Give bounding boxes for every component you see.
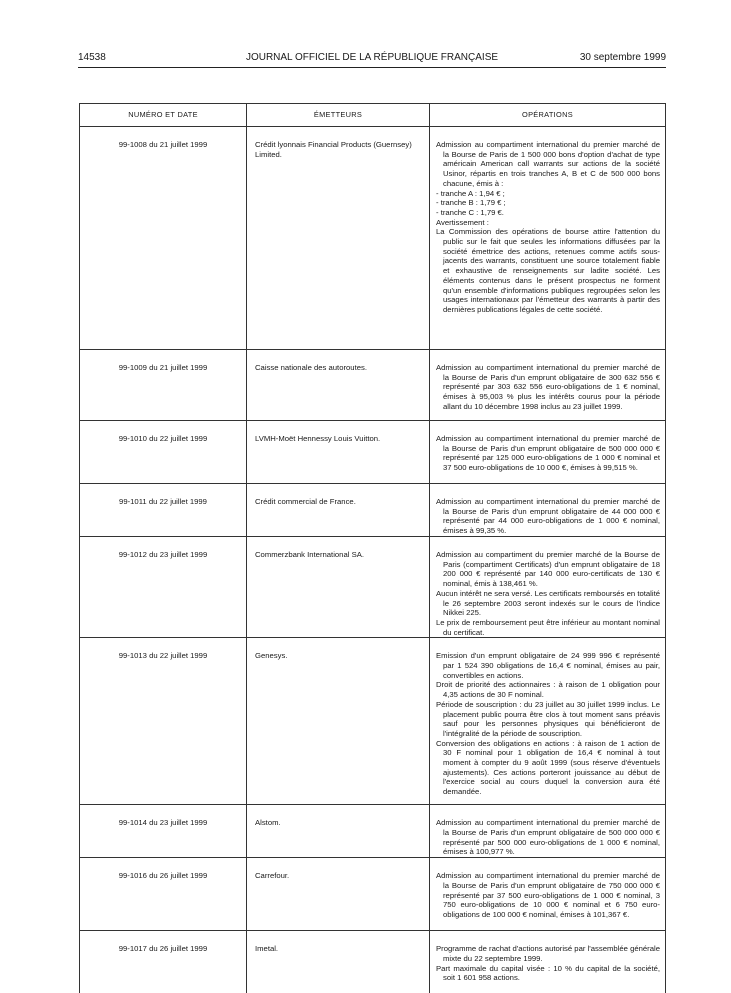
running-header [78, 52, 666, 68]
table-header-row [80, 104, 666, 127]
column-header-emetteurs: ÉMETTEURS [247, 104, 430, 127]
numero-cell: 99-1017 du 26 juillet 1999 [80, 931, 247, 993]
issue-date: 30 septembre 1999 [579, 52, 666, 63]
emetteur-cell: Genesys. [247, 638, 430, 805]
numero-cell: 99-1008 du 21 juillet 1999 [80, 127, 247, 350]
column-header-numero: NUMÉRO ET DATE [80, 104, 247, 127]
operation-paragraph: Conversion des obligations en actions : à raison de 1 action de 30 F nominal pour 1 obligation de 16,4 € nominal à tout moment à compter du 9 août 1999 (sous réserve d'éventuels ajustements). Ces actions porteront jouissance au début de l'exercice social au cours duquel la conversion aura été demandée. [436, 738, 660, 797]
operation-paragraph: Aucun intérêt ne sera versé. Les certificats remboursés en totalité le 26 septembre 2003 seront indexés sur le cours de l'indice Nikkei 225. [436, 588, 660, 618]
operation-paragraph: Avertissement : [436, 217, 489, 227]
table-row [80, 484, 666, 537]
table-row [80, 805, 666, 858]
operation-paragraph: - tranche A : 1,94 € ; [436, 188, 505, 198]
operations-table [79, 103, 666, 993]
numero-cell: 99-1009 du 21 juillet 1999 [80, 350, 247, 421]
operation-paragraph: Admission au compartiment du premier marché de la Bourse de Paris (compartiment Certificats) d'un emprunt obligataire de 18 200 000 € représenté par 140 000 euro-certificats de 130 € nominal, émis à 138,461 %. [436, 550, 660, 589]
operations-cell [430, 127, 666, 350]
emetteur-cell: Crédit lyonnais Financial Products (Guernsey) Limited. [247, 127, 430, 350]
table-row [80, 858, 666, 931]
emetteur-cell: Imetal. [247, 931, 430, 993]
operation-paragraph: Admission au compartiment international du premier marché de la Bourse de Paris d'un emprunt obligataire de 44 000 000 € représenté par 44 000 euro-obligations de 1 000 € nominal, émises à 99,35 %. [436, 497, 660, 536]
operation-paragraph: Part maximale du capital visée : 10 % du capital de la société, soit 1 601 958 actions. [436, 963, 660, 983]
emetteur-cell: Caisse nationale des autoroutes. [247, 350, 430, 421]
operation-paragraph: - tranche B : 1,79 € ; [436, 198, 506, 208]
numero-cell: 99-1013 du 22 juillet 1999 [80, 638, 247, 805]
operation-paragraph: Admission au compartiment international du premier marché de la Bourse de Paris d'un emprunt obligataire de 500 000 000 € représenté par 500 000 euro-obligations de 1 000 € nominal, émises à 100,977 %. [436, 818, 660, 857]
operation-paragraph: La Commission des opérations de bourse attire l'attention du public sur le fait que seules les informations diffusées par la société émettrice des actions, retenues comme actifs sous-jacents des warrants, constituent une source totalement fiable et exhaustive de renseignements sur ladite société. Les éléments contenus dans le présent prospectus ne forment qu'un ensemble d'informations publiques regroupées selon les usages internationaux par l'émetteur des warrants à partir des dernières publications légales de cette société. [436, 227, 660, 314]
operations-cell [430, 858, 666, 931]
table-row [80, 350, 666, 421]
operation-paragraph: Admission au compartiment international du premier marché de la Bourse de Paris de 1 500 000 bons d'option d'achat de type américain American call warrants sur actions de la société Usinor, répartis en trois tranches A, B et C de 500 000 bons chacune, émis à : [436, 140, 660, 188]
operation-paragraph: - tranche C : 1,79 €. [436, 207, 504, 217]
operations-cell [430, 421, 666, 484]
table-row [80, 421, 666, 484]
operation-paragraph: Le prix de remboursement peut être inférieur au montant nominal du certificat. [436, 617, 660, 637]
numero-cell: 99-1014 du 23 juillet 1999 [80, 805, 247, 858]
page-number: 14538 [78, 52, 106, 63]
table-row [80, 537, 666, 638]
operation-paragraph: Admission au compartiment international du premier marché de la Bourse de Paris d'un emprunt obligataire de 300 632 556 € représenté par 303 632 556 euro-obligations de 1 € nominal, émises à 95,003 % plus les intérêts courus pour la période allant du 10 décembre 1998 inclus au 23 juillet 1999. [436, 363, 660, 411]
journal-title: JOURNAL OFFICIEL DE LA RÉPUBLIQUE FRANÇAISE [245, 52, 499, 63]
operations-cell [430, 484, 666, 537]
operation-paragraph: Admission au compartiment international du premier marché de la Bourse de Paris d'un emprunt obligataire de 500 000 000 € représenté par 125 000 euro-obligations de 1 000 € nominal et 37 500 euro-obligations de 10 000 €, émises à 99,515 %. [436, 434, 660, 473]
numero-cell: 99-1011 du 22 juillet 1999 [80, 484, 247, 537]
operations-cell [430, 638, 666, 805]
operations-cell [430, 931, 666, 993]
operation-paragraph: Programme de rachat d'actions autorisé par l'assemblée générale mixte du 22 septembre 1999. [436, 944, 660, 964]
emetteur-cell: Crédit commercial de France. [247, 484, 430, 537]
table-row [80, 638, 666, 805]
emetteur-cell: Alstom. [247, 805, 430, 858]
operations-cell [430, 805, 666, 858]
header-rule [78, 67, 666, 68]
numero-cell: 99-1016 du 26 juillet 1999 [80, 858, 247, 931]
table-row [80, 931, 666, 993]
operation-paragraph: Période de souscription : du 23 juillet au 30 juillet 1999 inclus. Le placement public pourra être clos à tout moment sans préavis sauf pour les personnes physiques qui bénéficieront de l'intégralité de la période de souscription. [436, 699, 660, 738]
column-header-operations: OPÉRATIONS [430, 104, 666, 127]
operation-paragraph: Droit de priorité des actionnaires : à raison de 1 obligation pour 4,35 actions de 30 F nominal. [436, 680, 660, 700]
numero-cell: 99-1012 du 23 juillet 1999 [80, 537, 247, 638]
operation-paragraph: Emission d'un emprunt obligataire de 24 999 996 € représenté par 1 524 390 obligations de 16,4 € nominal, émises au pair, convertibles en actions. [436, 651, 660, 680]
numero-cell: 99-1010 du 22 juillet 1999 [80, 421, 247, 484]
operations-cell [430, 537, 666, 638]
emetteur-cell: Commerzbank International SA. [247, 537, 430, 638]
emetteur-cell: Carrefour. [247, 858, 430, 931]
operations-cell [430, 350, 666, 421]
table-row [80, 127, 666, 350]
operation-paragraph: Admission au compartiment international du premier marché de la Bourse de Paris d'un emprunt obligataire de 750 000 000 € représenté par 37 500 euro-obligations de 1 000 € nominal, 3 750 euro-obligations de 10 000 € nominal et 6 750 euro-obligations de 100 000 € nominal, émises à 101,367 €. [436, 871, 660, 920]
emetteur-cell: LVMH-Moët Hennessy Louis Vuitton. [247, 421, 430, 484]
